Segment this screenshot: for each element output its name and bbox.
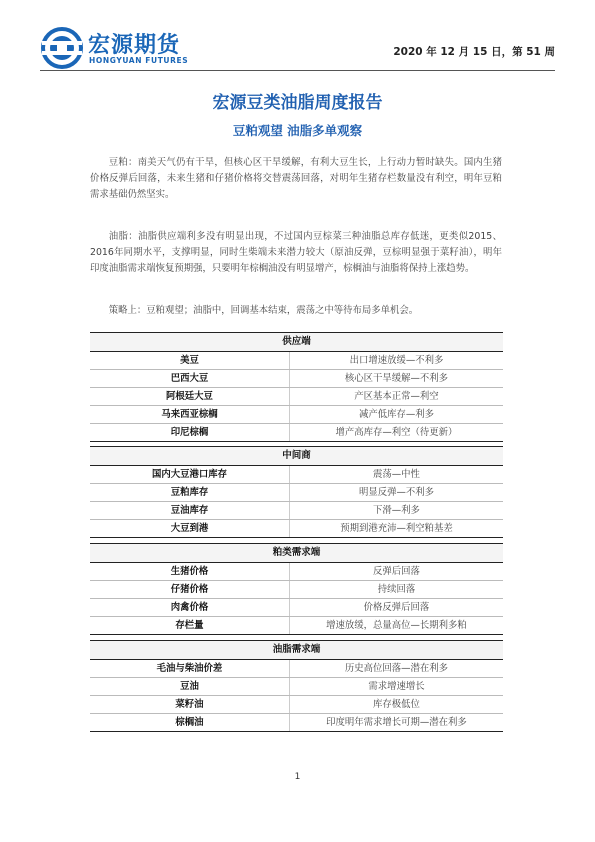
row-view: 核心区干旱缓解—不利多 bbox=[344, 373, 449, 384]
row-item: 仔猪价格 bbox=[90, 581, 290, 598]
row-view: 下滑—利多 bbox=[373, 505, 420, 516]
table-row bbox=[90, 599, 503, 617]
table-supply bbox=[90, 332, 503, 442]
table-row bbox=[90, 502, 503, 520]
table-row bbox=[90, 484, 503, 502]
row-view: 库存极低位 bbox=[373, 699, 420, 710]
table-row bbox=[90, 388, 503, 406]
row-item: 巴西大豆 bbox=[90, 370, 290, 387]
row-item: 马来西亚棕榈 bbox=[90, 406, 290, 423]
row-view: 产区基本正常—利空 bbox=[354, 391, 439, 402]
table-row bbox=[90, 660, 503, 678]
row-item: 美豆 bbox=[90, 352, 290, 369]
table-row bbox=[90, 696, 503, 714]
row-view: 预期到港充沛—利空粕基差 bbox=[340, 523, 453, 534]
report-title: 宏源豆类油脂周度报告 bbox=[212, 93, 383, 113]
table-row bbox=[90, 563, 503, 581]
table-meal-demand bbox=[90, 543, 503, 635]
row-item: 生猪价格 bbox=[90, 563, 290, 580]
table-row bbox=[90, 352, 503, 370]
row-item: 存栏量 bbox=[90, 617, 290, 634]
row-view: 持续回落 bbox=[377, 584, 416, 595]
row-item: 毛油与柴油价差 bbox=[90, 660, 290, 677]
row-item: 豆油 bbox=[90, 678, 290, 695]
table-heading: 供应端 bbox=[90, 332, 503, 352]
row-view: 明显反弹—不利多 bbox=[358, 487, 434, 498]
row-item: 印尼棕榈 bbox=[90, 424, 290, 441]
table-row bbox=[90, 424, 503, 442]
row-item: 国内大豆港口库存 bbox=[90, 466, 290, 483]
table-row bbox=[90, 370, 503, 388]
row-item: 豆油库存 bbox=[90, 502, 290, 519]
row-view: 反弹后回落 bbox=[373, 566, 420, 577]
row-item: 菜籽油 bbox=[90, 696, 290, 713]
row-view: 历史高位回落—潜在利多 bbox=[344, 663, 449, 674]
row-item: 大豆到港 bbox=[90, 520, 290, 537]
brand-name: 宏源期货 bbox=[88, 33, 181, 58]
row-view: 需求增速增长 bbox=[368, 681, 425, 692]
row-view: 增速放缓，总量高位—长期利多粕 bbox=[326, 620, 467, 631]
row-item: 肉禽价格 bbox=[90, 599, 290, 616]
row-view: 震荡—中性 bbox=[373, 469, 420, 480]
row-view: 增产高库存—利空（待更新） bbox=[335, 427, 458, 438]
row-item: 豆粕库存 bbox=[90, 484, 290, 501]
brand-name-en: HONGYUAN FUTURES bbox=[89, 56, 189, 65]
page-header bbox=[40, 26, 555, 68]
row-item: 阿根廷大豆 bbox=[90, 388, 290, 405]
table-row bbox=[90, 678, 503, 696]
table-oil-demand bbox=[90, 640, 503, 732]
table-row bbox=[90, 466, 503, 484]
table-heading: 中间商 bbox=[90, 446, 503, 466]
hongyuan-logo-icon bbox=[40, 26, 84, 70]
report-subtitle: 豆粕观望 油脂多单观察 bbox=[232, 123, 363, 138]
table-heading: 粕类需求端 bbox=[90, 543, 503, 563]
row-view: 减产低库存—利多 bbox=[358, 409, 434, 420]
row-view: 印度明年需求增长可期—潜在利多 bbox=[326, 717, 467, 728]
paragraph-strategy: 策略上：豆粕观望；油脂中，回调基本结束，震荡之中等待布局多单机会。 bbox=[108, 305, 419, 316]
row-view: 出口增速放缓—不利多 bbox=[349, 355, 444, 366]
report-date: 2020 年 12 月 15 日，第 51 周 bbox=[393, 46, 555, 58]
row-view: 价格反弹后回落 bbox=[363, 602, 430, 613]
paragraph-oils: 油脂：油脂供应端利多没有明显出现，不过国内豆棕菜三种油脂总库存低迷，更类似2015、2016年同期水平，支撑明显，同时生柴端未来潜力较大（原油反弹，豆棕明显强于菜籽油），明年印度油脂需求端恢复预期强，只要明年棕榈油没有明显增产，棕榈油与油脂将保持上涨趋势。 bbox=[90, 231, 502, 274]
table-row bbox=[90, 617, 503, 635]
page-number: 1 bbox=[294, 772, 301, 782]
table-heading: 油脂需求端 bbox=[90, 640, 503, 660]
table-row bbox=[90, 406, 503, 424]
header-divider bbox=[40, 70, 555, 71]
row-item: 棕榈油 bbox=[90, 714, 290, 731]
table-intermediary bbox=[90, 446, 503, 538]
table-row bbox=[90, 520, 503, 538]
table-row bbox=[90, 714, 503, 732]
table-row bbox=[90, 581, 503, 599]
paragraph-soymeal: 豆粕：南美天气仍有干旱，但核心区干旱缓解，有利大豆生长，上行动力暂时缺失。国内生猪价格反弹后回落，未来生猪和仔猪价格将交替震荡回落，对明年生猪存栏数量没有利空，明年豆粕需求基础仍然坚实。 bbox=[90, 157, 502, 200]
